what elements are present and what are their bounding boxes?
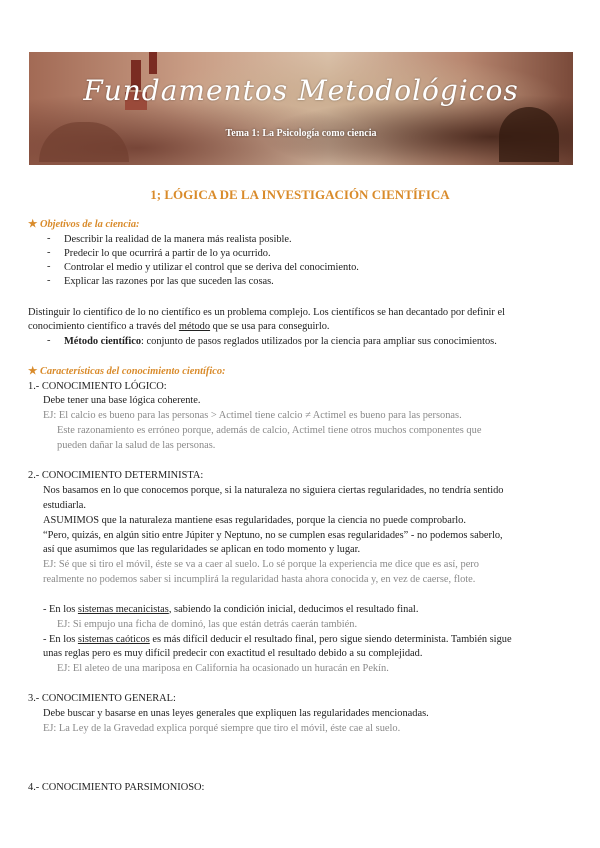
determinista-text: estudiarla. bbox=[43, 500, 86, 511]
dash-icon: - bbox=[47, 233, 51, 244]
logico-example: EJ: El calcio es bueno para las personas > Actimel tiene calcio ≠ Actimel es bueno para las personas. bbox=[43, 410, 462, 421]
general-example: EJ: La Ley de la Gravedad explica porqué siempre que tiro el móvil, éste cae al suelo. bbox=[43, 723, 401, 734]
mecanicistas-example: EJ: Si empujo una ficha de dominó, las que están detrás caerán también. bbox=[57, 619, 358, 630]
determinista-text: Nos basamos en lo que conocemos porque, si la naturaleza no siguiera ciertas regularidades, no tendría sentido bbox=[43, 485, 504, 496]
list-item: Describir la realidad de la manera más realista posible. bbox=[64, 234, 292, 245]
parsimonioso-heading: 4.- CONOCIMIENTO PARSIMONIOSO: bbox=[28, 782, 205, 793]
caoticos-text: unas reglas pero es muy difícil predecir con exactitud el resultado debido a su complejidad. bbox=[43, 648, 423, 659]
determinista-example: realmente no podemos saber si incumplirá la regularidad hasta ahora conocida y, en vez de caerse, flote. bbox=[43, 574, 476, 585]
objectives-heading: ★ Objetivos de la ciencia: bbox=[28, 219, 140, 230]
header-banner-image bbox=[29, 52, 573, 165]
characteristics-heading: ★ Características del conocimiento científico: bbox=[28, 366, 226, 377]
mecanicistas-text: - En los sistemas mecanicistas, sabiendo la condición inicial, deducimos el resultado final. bbox=[43, 604, 419, 615]
dash-icon: - bbox=[47, 335, 51, 346]
banner-title: Fundamentos Metodológicos bbox=[83, 74, 519, 107]
logico-text: Debe tener una base lógica coherente. bbox=[43, 395, 201, 406]
banner-subtitle: Tema 1: La Psicología como ciencia bbox=[225, 128, 377, 139]
general-heading: 3.- CONOCIMIENTO GENERAL: bbox=[28, 693, 176, 704]
determinista-text: “Pero, quizás, en algún sitio entre Júpiter y Neptuno, no se cumplen esas regularidades” - no podemos saberlo, bbox=[43, 530, 503, 541]
intro-paragraph: conocimiento científico a través del método que se usa para conseguirlo. bbox=[28, 321, 330, 332]
list-item: Predecir lo que ocurrirá a partir de lo ya ocurrido. bbox=[64, 248, 271, 259]
star-icon: ★ bbox=[28, 219, 38, 230]
determinista-text: ASUMIMOS que la naturaleza mantiene esas regularidades, porque la ciencia no puede comprobarlo. bbox=[43, 515, 466, 526]
dash-icon: - bbox=[47, 261, 51, 272]
caoticos-text: - En los sistemas caóticos es más difícil deducir el resultado final, pero sigue siendo determinista. También sigue bbox=[43, 634, 512, 645]
logico-example: pueden dañar la salud de las personas. bbox=[57, 440, 216, 451]
method-definition: Método científico: conjunto de pasos reglados utilizados por la ciencia para ampliar sus conocimientos. bbox=[64, 336, 497, 347]
caoticos-example: EJ: El aleteo de una mariposa en California ha ocasionado un huracán en Pekín. bbox=[57, 663, 389, 674]
determinista-text: así que asumimos que las regularidades se aplican en todo momento y lugar. bbox=[43, 544, 361, 555]
determinista-example: EJ: Sé que si tiro el móvil, éste se va a caer al suelo. Lo sé porque la experiencia me dice que es así, pero bbox=[43, 559, 479, 570]
logico-example: Este razonamiento es erróneo porque, además de calcio, Actimel tiene otros muchos componentes que bbox=[57, 425, 482, 436]
determinista-heading: 2.- CONOCIMIENTO DETERMINISTA: bbox=[28, 470, 204, 481]
star-icon: ★ bbox=[28, 366, 38, 377]
list-item: Explicar las razones por las que suceden las cosas. bbox=[64, 276, 274, 287]
intro-paragraph: Distinguir lo científico de lo no científico es un problema complejo. Los científicos se han decantado por definir el bbox=[28, 307, 505, 318]
logico-heading: 1.- CONOCIMIENTO LÓGICO: bbox=[28, 381, 167, 392]
general-text: Debe buscar y basarse en unas leyes generales que expliquen las regularidades mencionadas. bbox=[43, 708, 429, 719]
dash-icon: - bbox=[47, 247, 51, 258]
section-title: 1; LÓGICA DE LA INVESTIGACIÓN CIENTÍFICA bbox=[150, 187, 450, 202]
list-item: Controlar el medio y utilizar el control que se deriva del conocimiento. bbox=[64, 262, 359, 273]
dash-icon: - bbox=[47, 275, 51, 286]
